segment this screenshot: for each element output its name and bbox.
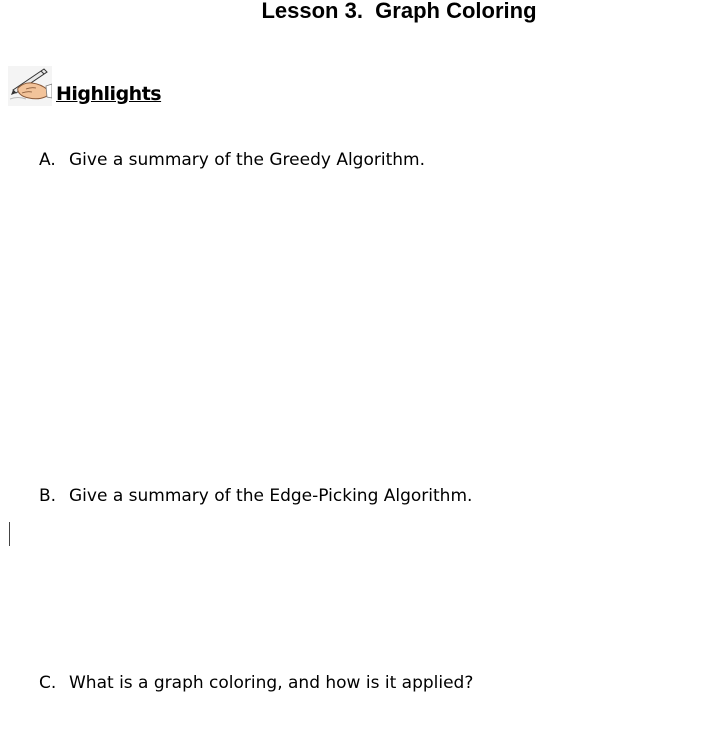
question-a <box>39 149 425 171</box>
pencil-writing-hand-icon <box>8 66 52 106</box>
question-c <box>39 672 473 694</box>
question-letter: B. <box>39 486 57 506</box>
question-b <box>39 485 472 507</box>
page-title: Lesson 3. Graph Coloring <box>261 0 537 23</box>
section-heading: Highlights <box>56 83 162 105</box>
question-letter: C. <box>39 673 57 693</box>
question-text: What is a graph coloring, and how is it applied? <box>69 673 474 693</box>
question-text: Give a summary of the Edge-Picking Algorithm. <box>69 486 473 506</box>
question-text: Give a summary of the Greedy Algorithm. <box>69 150 425 170</box>
text-cursor[interactable] <box>9 522 10 546</box>
question-letter: A. <box>39 150 56 170</box>
